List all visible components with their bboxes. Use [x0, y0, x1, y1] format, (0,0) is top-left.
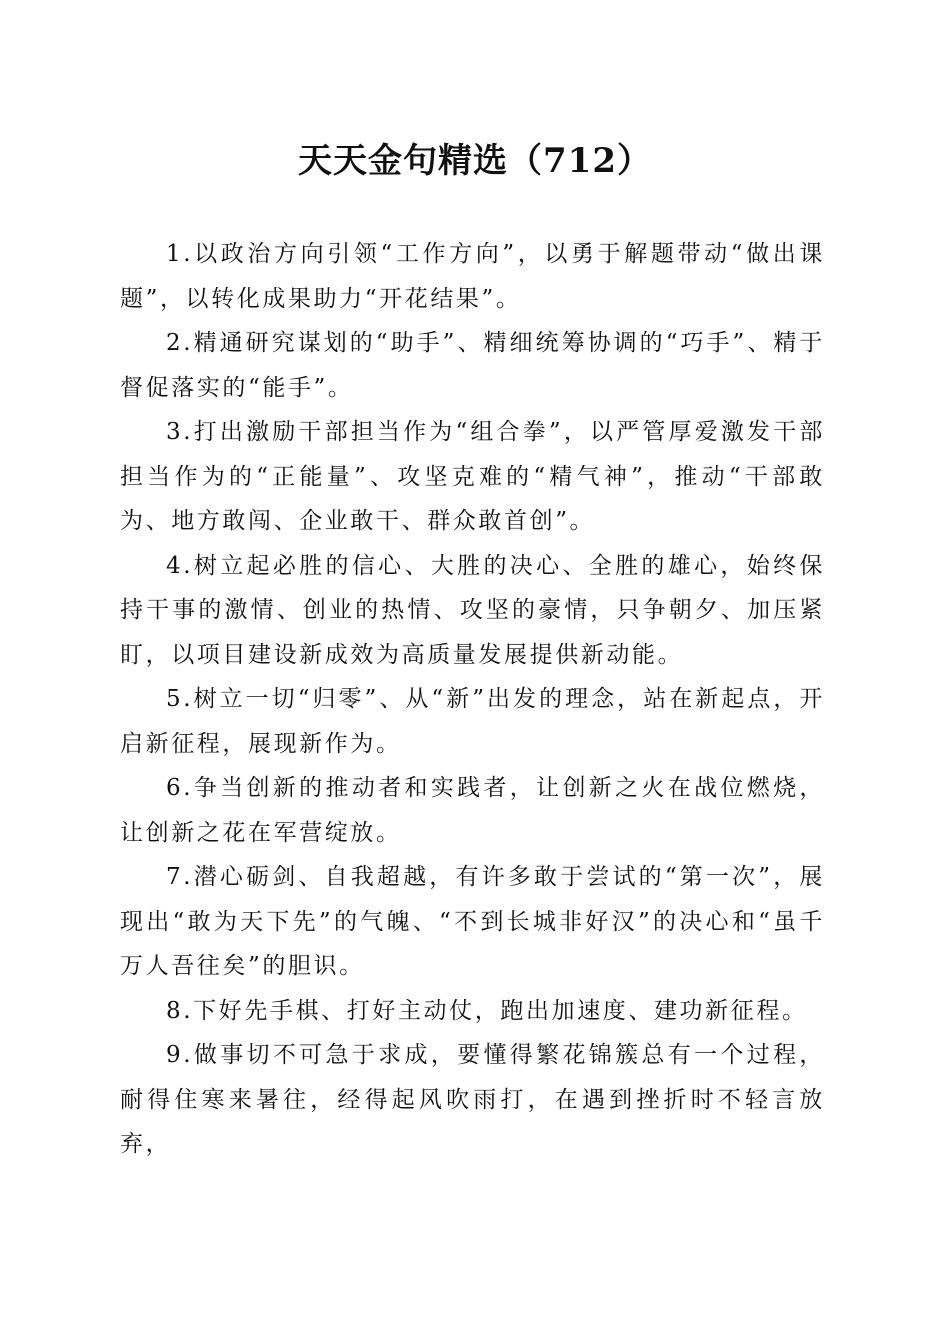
- paragraph-1: 1.以政治方向引领“工作方向”，以勇于解题带动“做出课题”，以转化成果助力“开花结果”。: [120, 241, 825, 312]
- page-title: 天天金句精选（712）: [298, 141, 652, 181]
- paragraph-6: 6.争当创新的推动者和实践者，让创新之火在战位燃烧，让创新之花在军营绽放。: [120, 775, 825, 846]
- paragraph-4: 4.树立起必胜的信心、大胜的决心、全胜的雄心，始终保持干事的激情、创业的热情、攻坚的豪情，只争朝夕、加压紧盯，以项目建设新成效为高质量发展提供新动能。: [120, 552, 825, 668]
- document-body: [120, 232, 825, 1167]
- paragraph-2: 2.精通研究谋划的“助手”、精细统筹协调的“巧手”、精于督促落实的“能手”。: [120, 330, 825, 401]
- paragraph-9: 9.做事切不可急于求成，要懂得繁花锦簇总有一个过程，耐得住寒来暑往，经得起风吹雨打，在遇到挫折时不轻言放弃，: [120, 1042, 825, 1157]
- paragraph-7: 7.潜心砺剑、自我超越，有许多敢于尝试的“第一次”，展现出“敢为天下先”的气魄、“不到长城非好汉”的决心和“虽千万人吾往矣”的胆识。: [120, 864, 825, 979]
- paragraph-3: 3.打出激励干部担当作为“组合拳”，以严管厚爱激发干部担当作为的“正能量”、攻坚克难的“精气神”，推动“干部敢为、地方敢闯、企业敢干、群众敢首创”。: [120, 419, 825, 534]
- paragraph-8: 8.下好先手棋、打好主动仗，跑出加速度、建功新征程。: [166, 997, 808, 1024]
- paragraph-5: 5.树立一切“归零”、从“新”出发的理念，站在新起点，开启新征程，展现新作为。: [120, 686, 825, 757]
